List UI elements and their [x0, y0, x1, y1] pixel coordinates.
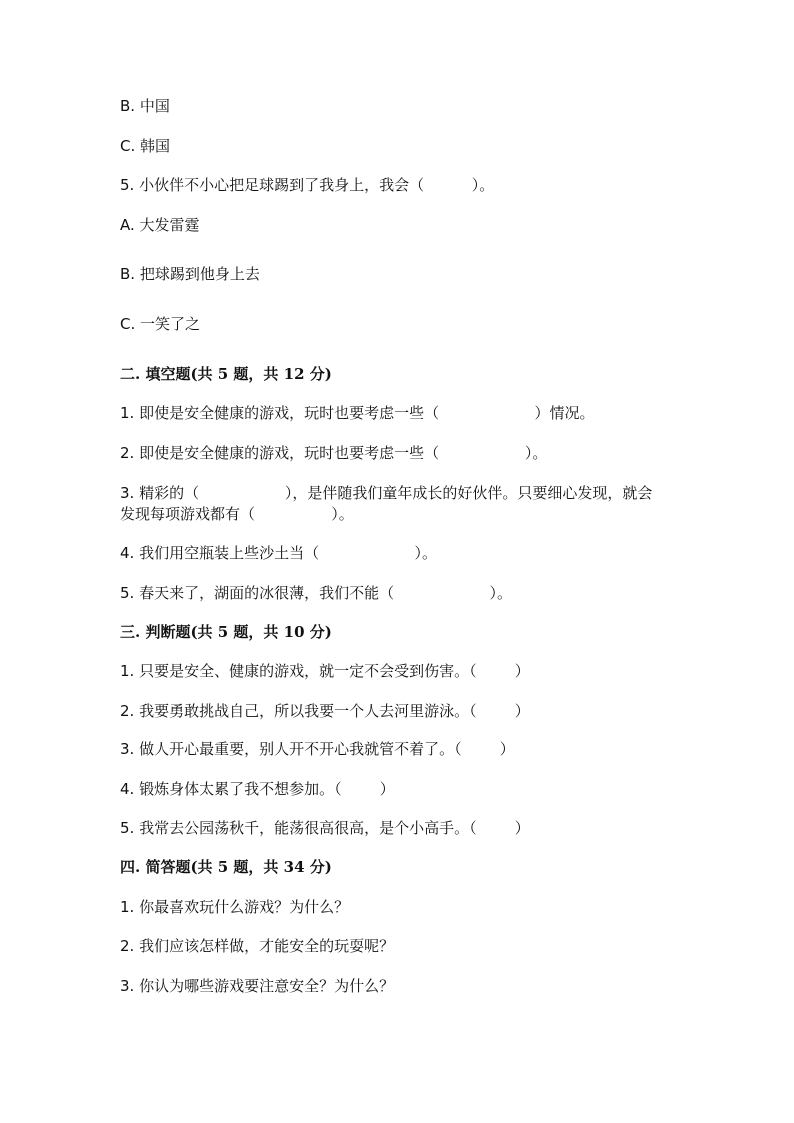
short-answer-item-2: 2. 我们应该怎样做，才能安全的玩耍呢？	[120, 937, 395, 955]
judgement-item-2: 2. 我要勇敢挑战自己，所以我要一个人去河里游泳。（ ）	[120, 702, 530, 720]
fill-in-item-4: 4. 我们用空瓶装上些沙土当（ ）。	[120, 544, 437, 562]
question-5-option-a: A. 大发雷霆	[120, 216, 200, 234]
judgement-item-3: 3. 做人开心最重要，别人开不开心我就管不着了。（ ）	[120, 740, 515, 758]
short-answer-item-1: 1. 你最喜欢玩什么游戏？为什么？	[120, 898, 350, 916]
section-fill-in-title: 二. 填空题(共 5 题，共 12 分)	[120, 365, 332, 383]
question-5-stem: 5. 小伙伴不小心把足球踢到了我身上，我会（ ）。	[120, 176, 495, 194]
option-b-china: B. 中国	[120, 97, 170, 115]
question-5-option-c: C. 一笑了之	[120, 315, 201, 333]
fill-in-item-2: 2. 即使是安全健康的游戏，玩时也要考虑一些（ ）。	[120, 444, 548, 462]
short-answer-item-3: 3. 你认为哪些游戏要注意安全？为什么？	[120, 977, 395, 995]
fill-in-item-1: 1. 即使是安全健康的游戏，玩时也要考虑一些（ ）情况。	[120, 404, 595, 422]
judgement-item-4: 4. 锻炼身体太累了我不想参加。（ ）	[120, 780, 395, 798]
option-c-korea: C. 韩国	[120, 137, 171, 155]
section-short-answer-title: 四. 简答题(共 5 题，共 34 分)	[120, 858, 332, 876]
judgement-item-5: 5. 我常去公园荡秋千，能荡很高很高，是个小高手。（ ）	[120, 819, 530, 837]
fill-in-item-3: 3. 精彩的（ ），是伴随我们童年成长的好伙伴。只要细心发现，就会	[120, 484, 653, 502]
fill-in-item-3-continued: 发现每项游戏都有（ ）。	[120, 505, 354, 523]
section-judgement-title: 三. 判断题(共 5 题，共 10 分)	[120, 623, 332, 641]
judgement-item-1: 1. 只要是安全、健康的游戏，就一定不会受到伤害。（ ）	[120, 662, 530, 680]
question-5-option-b: B. 把球踢到他身上去	[120, 265, 260, 283]
fill-in-item-5: 5. 春天来了，湖面的冰很薄，我们不能（ ）。	[120, 584, 512, 602]
